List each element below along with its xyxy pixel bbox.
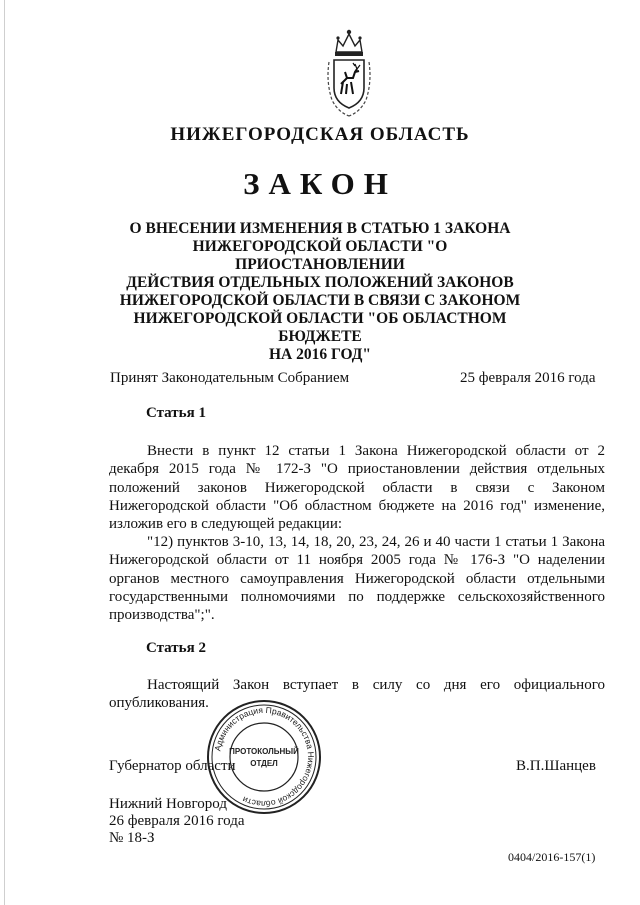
article-1-paragraph-2: "12) пунктов 3-10, 13, 14, 18, 20, 23, 24, 26 и 40 части 1 статьи 1 Закона Нижегородской области от 11 ноября 2005 года № 176-З "О наделении органов местного самоуправления Нижегородской области отдельными государственными полномочиями по поддержке сельскохозяйственного производства";". xyxy=(109,534,605,624)
law-title-line: НИЖЕГОРОДСКОЙ ОБЛАСТИ "ОБ ОБЛАСТНОМ БЮДЖЕТЕ xyxy=(133,310,507,345)
city: Нижний Новгород xyxy=(109,796,227,812)
document-type: ЗАКОН xyxy=(243,166,397,201)
law-title xyxy=(110,220,530,364)
article-2-paragraph-1: Настоящий Закон вступает в силу со дня его официального опубликования. xyxy=(109,677,605,712)
law-title-line: ДЕЙСТВИЯ ОТДЕЛЬНЫХ ПОЛОЖЕНИЙ ЗАКОНОВ xyxy=(126,274,514,291)
nizhny-novgorod-coat-of-arms-icon xyxy=(324,22,374,120)
region-name: НИЖЕГОРОДСКАЯ ОБЛАСТЬ xyxy=(170,124,470,145)
signatory-name: В.П.Шанцев xyxy=(516,758,596,774)
seal-inner-line-1: ПРОТОКОЛЬНЫЙ xyxy=(229,747,299,756)
article-2-heading: Статья 2 xyxy=(146,640,206,656)
law-number: № 18-З xyxy=(109,830,155,846)
adoption-date: 25 февраля 2016 года xyxy=(460,370,596,386)
law-title-line: НИЖЕГОРОДСКОЙ ОБЛАСТИ В СВЯЗИ С ЗАКОНОМ xyxy=(119,292,521,309)
signatory-position: Губернатор области xyxy=(109,758,236,774)
official-seal-stamp xyxy=(205,698,323,816)
article-1-paragraph-1: Внести в пункт 12 статьи 1 Закона Нижегородской области от 2 декабря 2015 года № 172-З "О приостановлении действия отдельных положений законов Нижегородской области в связи с Законом Нижегородской области "Об областном бюджете на 2016 год" изменение, изложив его в следующей редакции: xyxy=(109,443,605,533)
law-title-line: О ВНЕСЕНИИ ИЗМЕНЕНИЯ В СТАТЬЮ 1 ЗАКОНА xyxy=(129,220,511,237)
registration-number: 0404/2016-157(1) xyxy=(508,850,596,864)
adoption-statement: Принят Законодательным Собранием xyxy=(110,370,350,386)
law-title-line: НИЖЕГОРОДСКОЙ ОБЛАСТИ "О ПРИОСТАНОВЛЕНИИ xyxy=(192,238,448,273)
law-title-line: НА 2016 ГОД" xyxy=(268,346,372,363)
article-1-heading: Статья 1 xyxy=(146,405,206,421)
seal-outer-text: Администрация Правительства Нижегородской области xyxy=(212,704,317,810)
seal-inner-line-2: ОТДЕЛ xyxy=(250,759,278,768)
signing-date: 26 февраля 2016 года xyxy=(109,813,245,829)
